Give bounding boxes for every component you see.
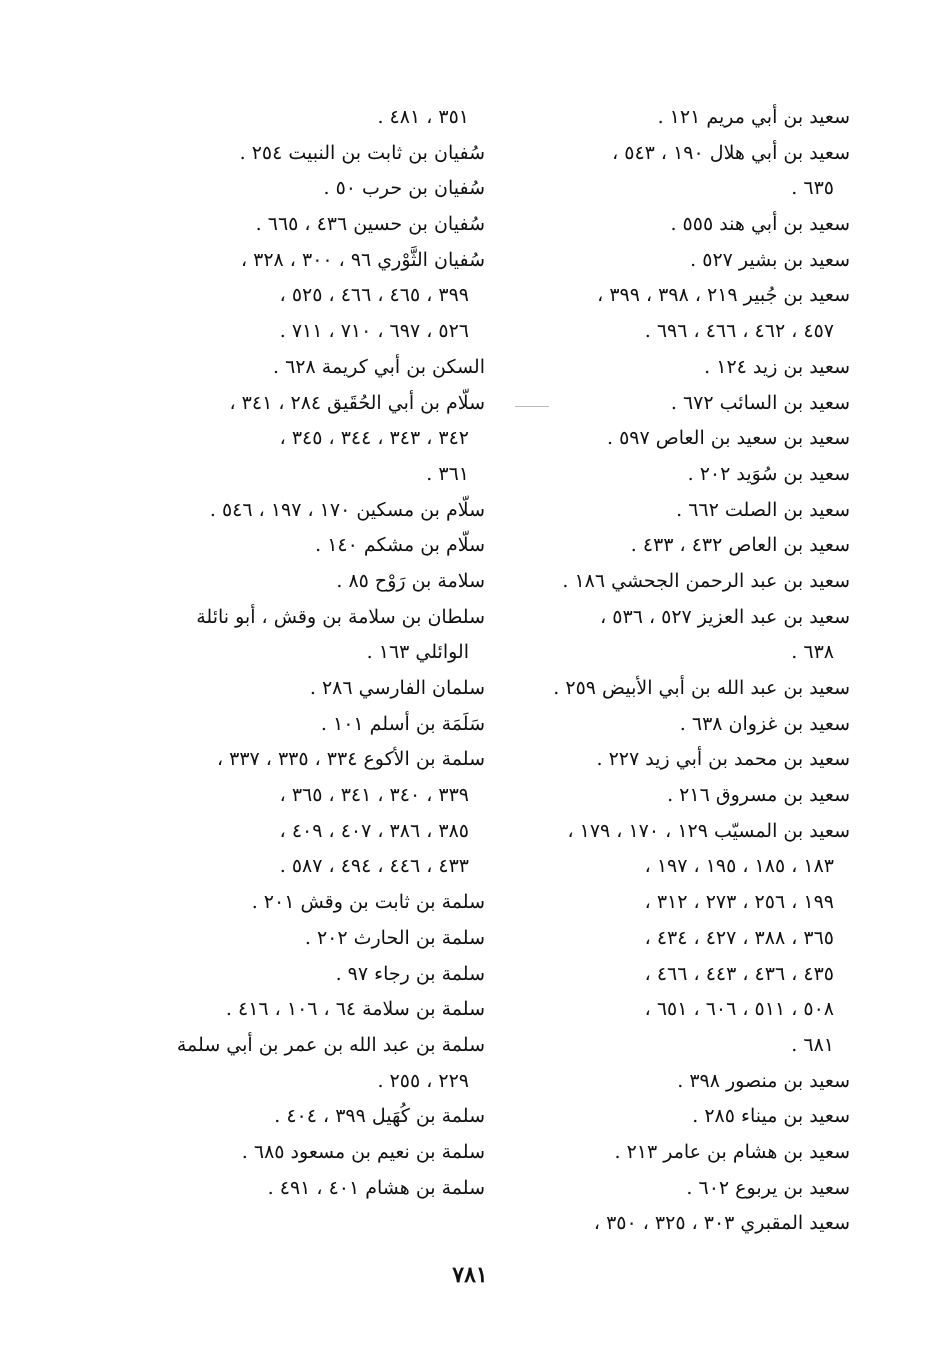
index-entry-line: سعيد بن غزوان ٦٣٨ . (679, 712, 850, 735)
index-entry-line: الوائلي ١٦٣ . (366, 641, 469, 664)
index-entry-line: ٤٥٧ ، ٤٦٢ ، ٤٦٦ ، ٦٩٦ . (644, 320, 834, 343)
index-entry-line: ٣٤٢ ، ٣٤٣ ، ٣٤٤ ، ٣٤٥ ، (279, 427, 469, 450)
index-entry-line: ٥٢٦ ، ٦٩٧ ، ٧١٠ ، ٧١١ . (279, 320, 469, 343)
index-entry-line: سعيد بن زيد ١٢٤ . (704, 355, 850, 378)
page-number: ٧٨١ (452, 1262, 488, 1288)
index-entry-line: سلمة بن سلامة ٦٤ ، ١٠٦ ، ٤١٦ . (225, 998, 485, 1021)
index-column-right (510, 100, 850, 1242)
index-entry-line: سلمة بن هشام ٤٠١ ، ٤٩١ . (267, 1176, 485, 1199)
index-entry-line: سعيد بن سعيد بن العاص ٥٩٧ . (607, 427, 850, 450)
index-entry-line: سلطان بن سلامة بن وقش ، أبو نائلة (196, 605, 485, 628)
index-entry-line: سعيد بن محمد بن أبي زيد ٢٢٧ . (596, 748, 850, 771)
index-entry-line: سلمة بن رجاء ٩٧ . (335, 962, 485, 985)
index-entry-line: ٦٣٥ . (791, 177, 834, 200)
index-entry-line: سلّام بن مسكين ١٧٠ ، ١٩٧ ، ٥٤٦ . (209, 498, 485, 521)
index-entry-line: ٣٣٩ ، ٣٤٠ ، ٣٤١ ، ٣٦٥ ، (279, 784, 469, 807)
index-entry-line: ٥٠٨ ، ٥١١ ، ٦٠٦ ، ٦٥١ ، (644, 998, 834, 1021)
index-entry-line: سُفيان بن حرب ٥٠ . (323, 177, 485, 200)
index-entry-line: ١٩٩ ، ٢٥٦ ، ٢٧٣ ، ٣١٢ ، (644, 891, 834, 914)
index-entry-line: ٣٨٥ ، ٣٨٦ ، ٤٠٧ ، ٤٠٩ ، (279, 819, 469, 842)
index-entry-line: سلامة بن رَوْح ٨٥ . (336, 569, 485, 592)
index-entry-line: سعيد بن بشير ٥٢٧ . (690, 248, 850, 271)
index-entry-line: السكن بن أبي كريمة ٦٢٨ . (273, 355, 485, 378)
index-entry-line: سلمة بن الأكوع ٣٣٤ ، ٣٣٥ ، ٣٣٧ ، (216, 748, 485, 771)
index-entry-line: ٤٣٣ ، ٤٤٦ ، ٤٩٤ ، ٥٨٧ . (279, 855, 469, 878)
index-entry-line: سعيد بن عبد الله بن أبي الأبيض ٢٥٩ . (553, 677, 850, 699)
index-column-left (145, 100, 485, 1206)
index-entry-line: سُفيان الثَّوْري ٩٦ ، ٣٠٠ ، ٣٢٨ ، (240, 248, 485, 271)
index-entry-line: سلمة بن الحارث ٢٠٢ . (304, 926, 485, 949)
index-entry-line: سعيد بن السائب ٦٧٢ . (670, 391, 850, 414)
index-entry-line: سعيد بن أبي مريم ١٢١ . (657, 106, 850, 128)
index-entry-line: سلمة بن نعيم بن مسعود ٦٨٥ . (241, 1140, 485, 1163)
index-entry-line: ٤٣٥ ، ٤٣٦ ، ٤٤٣ ، ٤٦٦ ، (644, 962, 834, 985)
index-entry-line: سعيد بن عبد العزيز ٥٢٧ ، ٥٣٦ ، (600, 605, 850, 628)
index-entry-line: ٣٦١ . (426, 462, 469, 485)
index-entry-line: سُفيان بن حسين ٤٣٦ ، ٦٦٥ . (255, 213, 485, 236)
index-entry-line: سعيد المقبري ٣٠٣ ، ٣٢٥ ، ٣٥٠ ، (593, 1212, 850, 1235)
index-entry-line: سعيد بن ميناء ٢٨٥ . (692, 1105, 850, 1128)
index-entry-line: ٢٢٩ ، ٢٥٥ . (377, 1069, 469, 1092)
index-entry-line: سعيد بن عبد الرحمن الجحشي ١٨٦ . (562, 569, 850, 592)
index-entry-line: ٦٨١ . (791, 1033, 834, 1056)
index-entry-line: سلمة بن عبد الله بن عمر بن أبي سلمة (176, 1033, 485, 1056)
index-entry-line: سعيد بن المسيّب ١٢٩ ، ١٧٠ ، ١٧٩ ، (567, 819, 850, 842)
index-entry-line: سلّام بن أبي الحُقَيق ٢٨٤ ، ٣٤١ ، (229, 391, 485, 414)
index-entry-line: سعيد بن سُوَيد ٢٠٢ . (687, 462, 850, 485)
index-entry-line: ٣٦٥ ، ٣٨٨ ، ٤٢٧ ، ٤٣٤ ، (644, 926, 834, 949)
scan-mark (515, 406, 549, 407)
index-entry-line: سعيد بن مسروق ٢١٦ . (667, 784, 850, 807)
index-entry-line: ٣٩٩ ، ٤٦٥ ، ٤٦٦ ، ٥٢٥ ، (279, 284, 469, 307)
index-entry-line: ٦٣٨ . (791, 641, 834, 664)
index-entry-line: سُفيان بن ثابت بن النبيت ٢٥٤ . (239, 141, 485, 164)
index-entry-line: سلمان الفارسي ٢٨٦ . (309, 677, 485, 699)
index-entry-line: سعيد بن يربوع ٦٠٢ . (686, 1176, 850, 1199)
index-entry-line: ٣٥١ ، ٤٨١ . (377, 106, 469, 128)
index-entry-line: سعيد بن أبي هند ٥٥٥ . (670, 213, 850, 236)
index-entry-line: سلمة بن كُهَيل ٣٩٩ ، ٤٠٤ . (274, 1105, 485, 1128)
index-entry-line: سعيد بن أبي هلال ١٩٠ ، ٥٤٣ ، (612, 141, 850, 164)
index-entry-line: سعيد بن هشام بن عامر ٢١٣ . (614, 1140, 850, 1163)
index-entry-line: سعيد بن الصلت ٦٦٢ . (676, 498, 850, 521)
index-entry-line: سلّام بن مشكم ١٤٠ . (315, 534, 485, 557)
index-entry-line: سعيد بن جُبير ٢١٩ ، ٣٩٨ ، ٣٩٩ ، (597, 284, 850, 307)
index-entry-line: سَلَمَة بن أسلم ١٠١ . (320, 712, 485, 735)
index-entry-line: ١٨٣ ، ١٨٥ ، ١٩٥ ، ١٩٧ ، (644, 855, 834, 878)
index-entry-line: سعيد بن العاص ٤٣٢ ، ٤٣٣ . (630, 534, 850, 557)
index-entry-line: سعيد بن منصور ٣٩٨ . (677, 1069, 850, 1092)
index-entry-line: سلمة بن ثابت بن وقش ٢٠١ . (251, 891, 485, 914)
